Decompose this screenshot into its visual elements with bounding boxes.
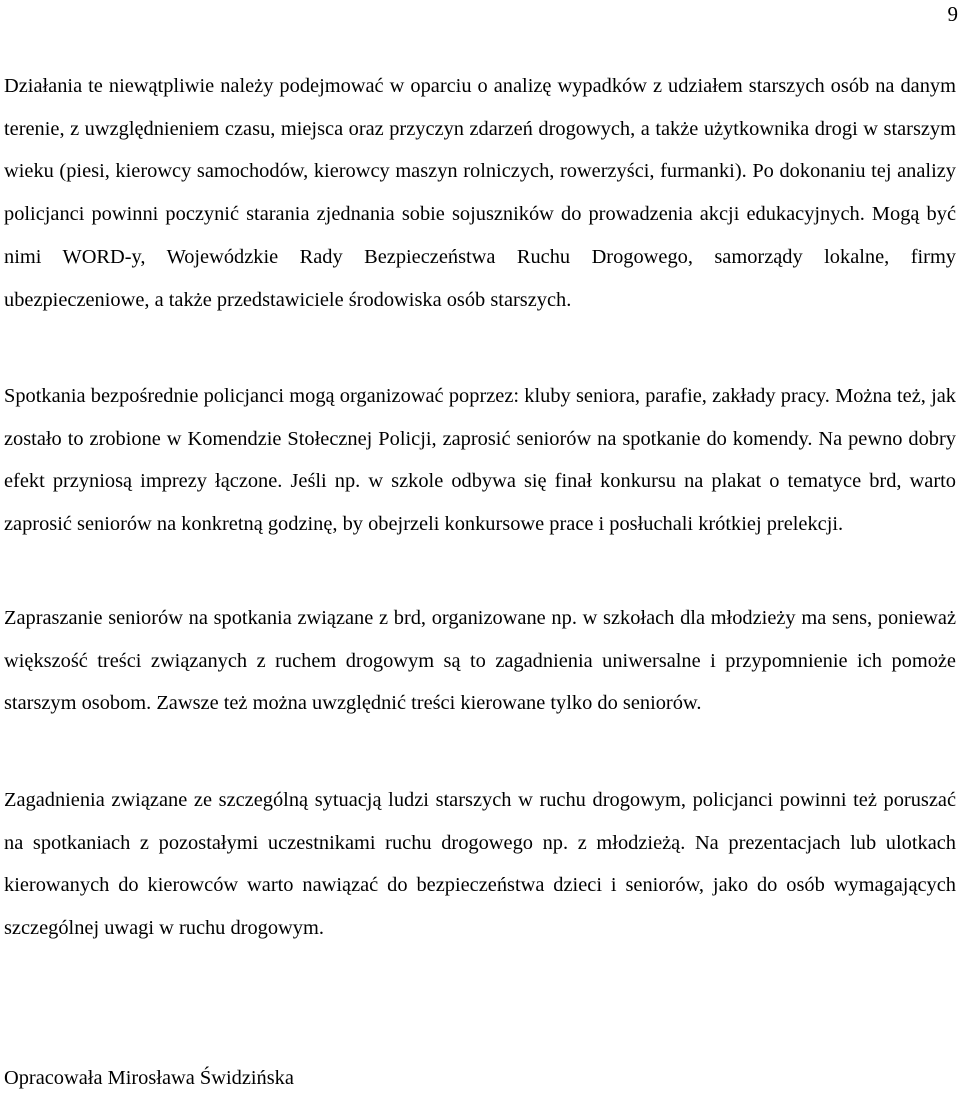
- paragraph-1: Działania te niewątpliwie należy podejmować w oparciu o analizę wypadków z udziałem starszych osób na danym terenie, z uwzględnieniem czasu, miejsca oraz przyczyn zdarzeń drogowych, a także użytkownika drogi w starszym wieku (piesi, kierowcy samochodów, kierowcy maszyn rolniczych, rowerzyści, furmanki). Po dokonaniu tej analizy policjanci powinni poczynić starania zjednania sobie sojuszników do prowadzenia akcji edukacyjnych. Mogą być nimi WORD-y, Wojewódzkie Rady Bezpieczeństwa Ruchu Drogowego, samorządy lokalne, firmy ubezpieczeniowe, a także przedstawiciele środowiska osób starszych.: [4, 75, 956, 311]
- paragraph-3: Zapraszanie seniorów na spotkania związane z brd, organizowane np. w szkołach dla młodzieży ma sens, ponieważ większość treści związanych z ruchem drogowym są to zagadnienia uniwersalne i przypomnienie ich pomoże starszym osobom. Zawsze też można uwzględnić treści kierowane tylko do seniorów.: [4, 607, 956, 715]
- page-number: 9: [947, 2, 958, 26]
- paragraph-2: Spotkania bezpośrednie policjanci mogą organizować poprzez: kluby seniora, parafie, zakłady pracy. Można też, jak zostało to zrobione w Komendzie Stołecznej Policji, zaprosić seniorów na spotkanie do komendy. Na pewno dobry efekt przyniosą imprezy łączone. Jeśli np. w szkole odbywa się finał konkursu na plakat o tematyce brd, warto zaprosić seniorów na konkretną godzinę, by obejrzeli konkursowe prace i posłuchali krótkiej prelekcji.: [4, 385, 956, 536]
- paragraph-4: Zagadnienia związane ze szczególną sytuacją ludzi starszych w ruchu drogowym, policjanci powinni też poruszać na spotkaniach z pozostałymi uczestnikami ruchu drogowego np. z młodzieżą. Na prezentacjach lub ulotkach kierowanych do kierowców warto nawiązać do bezpieczeństwa dzieci i seniorów, jako do osób wymagających szczególnej uwagi w ruchu drogowym.: [4, 789, 956, 940]
- author-signature: Opracowała Mirosława Świdzińska: [4, 1067, 294, 1089]
